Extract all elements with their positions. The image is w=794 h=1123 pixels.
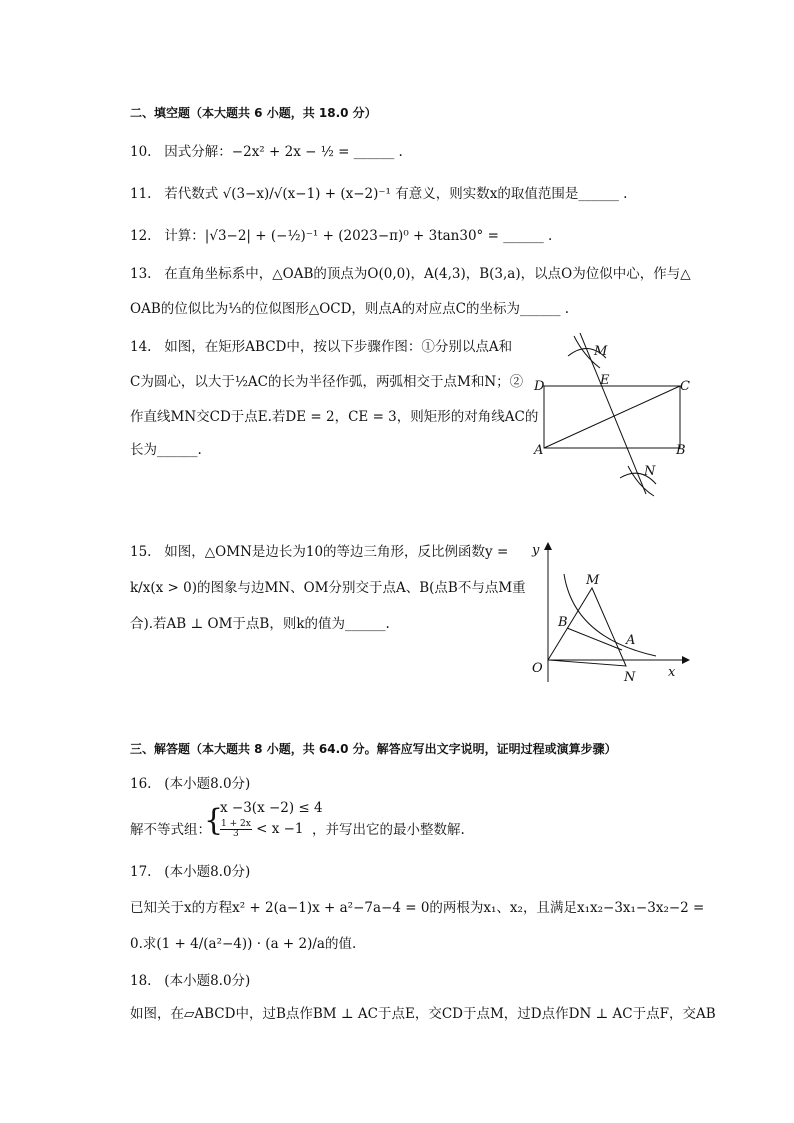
question-16-tail: ，并写出它的最小整数解.	[312, 822, 465, 838]
question-17-line2: 0.求(1 + 4/(a²−4)) · (a + 2)/a的值.	[130, 936, 357, 952]
question-14-number: 14.	[130, 339, 152, 355]
label-x: x	[668, 665, 676, 680]
brace-icon: {	[204, 803, 224, 838]
label-m: M	[594, 344, 608, 359]
question-14-text-1: 如图，在矩形ABCD中，按以下步骤作图：①分别以点A和	[164, 339, 513, 355]
question-11-number: 11.	[130, 186, 152, 202]
question-13-number: 13.	[130, 266, 152, 282]
y-axis-arrow	[544, 542, 552, 550]
line-mn	[580, 333, 646, 494]
section-fill-blank-title: 二、填空题（本大题共 6 小题，共 18.0 分）	[130, 106, 377, 120]
label-n: N	[644, 464, 656, 479]
question-18-number: 18.	[130, 973, 152, 989]
question-16-ineq1: x −3(x −2) ≤ 4	[220, 800, 323, 816]
label-a: A	[626, 633, 636, 648]
question-13-line2: OAB的位似比为⅓的位似图形△OCD，则点A的对应点C的坐标为______ .	[130, 301, 570, 317]
question-17-score: (本小题8.0分)	[164, 864, 251, 880]
question-17-number: 17.	[130, 864, 152, 880]
label-m: M	[586, 573, 600, 588]
label-y: y	[532, 543, 540, 558]
question-15-line1	[130, 540, 508, 560]
question-16-fraction-num: 1 + 2x	[221, 819, 251, 829]
question-14-line4: 长为______.	[130, 442, 202, 458]
question-15-number: 15.	[130, 544, 152, 560]
question-16-header	[130, 772, 250, 792]
question-14-line2: C为圆心，以大于½AC的长为半径作弧，两弧相交于点M和N；②	[130, 374, 524, 390]
question-18-score: (本小题8.0分)	[164, 973, 251, 989]
question-12-number: 12.	[130, 228, 152, 244]
question-14-figure	[528, 328, 698, 500]
question-16-score: (本小题8.0分)	[164, 776, 251, 792]
question-15-line2: k/x(x > 0)的图象与边MN、OM分别交于点A、B(点B不与点M重	[130, 580, 526, 596]
question-16-lead: 解不等式组：	[130, 822, 211, 838]
label-d: D	[534, 379, 545, 394]
x-axis-arrow	[682, 656, 690, 664]
question-17-line1: 已知关于x的方程x² + 2(a−1)x + a²−7a−4 = 0的两根为x₁、x₂，且满足x₁x₂−3x₁−3x₂−2 =	[130, 900, 705, 916]
question-18-line1: 如图，在▱ABCD中，过B点作BM ⊥ AC于点E，交CD于点M，过D点作DN ⊥ AC于点F，交AB	[130, 1006, 716, 1022]
question-11	[130, 182, 627, 202]
label-e: E	[600, 373, 610, 388]
question-15-figure	[522, 538, 694, 688]
question-18-header	[130, 969, 250, 989]
question-13-text-1: 在直角坐标系中，△OAB的顶点为O(0,0)，A(4,3)，B(3,a)，以点O为位似中心，作与△	[164, 266, 691, 282]
label-c: C	[680, 379, 690, 394]
question-16-ineq2-rest: < x −1	[256, 821, 304, 837]
label-n: N	[624, 670, 636, 685]
question-10-number: 10.	[130, 144, 152, 160]
label-b: B	[558, 615, 568, 630]
question-14-line1	[130, 335, 512, 355]
question-15-text-1: 如图，△OMN是边长为10的等边三角形，反比例函数y =	[164, 544, 509, 560]
question-15-line3: 合).若AB ⊥ OM于点B，则k的值为______.	[130, 616, 390, 632]
diagonal-ac	[544, 386, 680, 448]
question-10-text: 因式分解：−2x² + 2x − ½ = ______ .	[164, 144, 403, 160]
question-14-line3: 作直线MN交CD于点E.若DE = 2，CE = 3，则矩形的对角线AC的	[130, 409, 539, 425]
label-a: A	[534, 443, 544, 458]
question-16-number: 16.	[130, 776, 152, 792]
question-13-line1	[130, 262, 691, 282]
hyperbola-curve	[564, 574, 656, 656]
question-16-fraction	[220, 820, 252, 839]
question-12	[130, 224, 552, 244]
section-answer-title: 三、解答题（本大题共 8 小题，共 64.0 分。解答应写出文字说明，证明过程或演算步骤）	[130, 742, 617, 756]
question-12-text: 计算：|√3−2| + (−½)⁻¹ + (2023−π)⁰ + 3tan30° = ______ .	[164, 228, 553, 244]
question-17-header	[130, 860, 250, 880]
question-11-text: 若代数式 √(3−x)/√(x−1) + (x−2)⁻¹ 有意义，则实数x的取值范围是______ .	[164, 186, 628, 202]
question-16-fraction-den: 3	[233, 829, 239, 839]
label-b: B	[676, 443, 686, 458]
question-16-ineq2	[220, 820, 304, 839]
question-10	[130, 140, 403, 160]
label-o: O	[532, 661, 543, 676]
